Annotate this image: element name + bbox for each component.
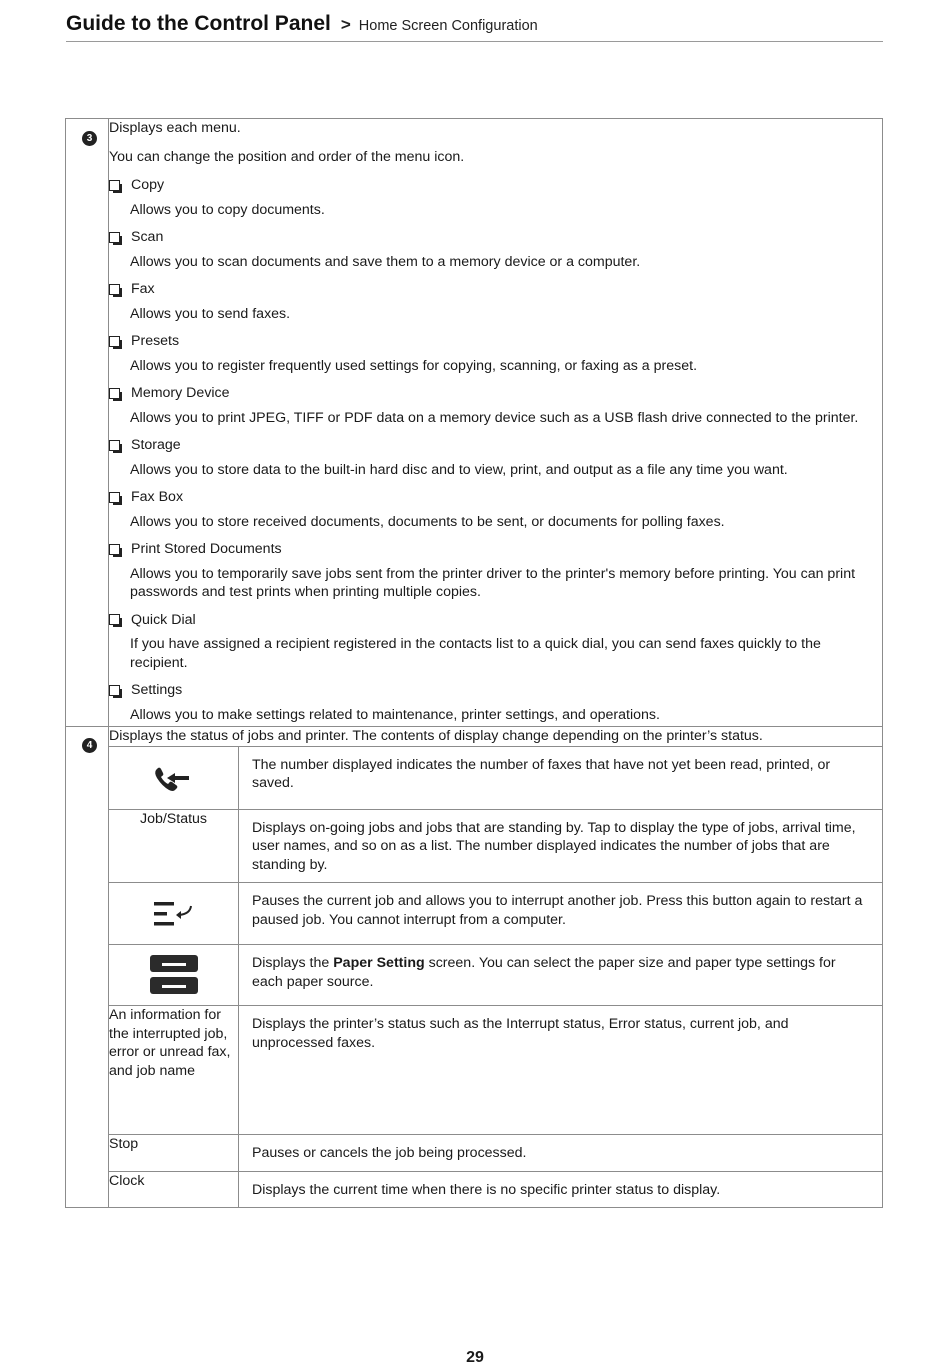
- header-subtitle: Home Screen Configuration: [358, 18, 538, 34]
- section-3-content: [109, 119, 883, 727]
- list-item: [109, 280, 882, 323]
- table-row: [109, 883, 882, 945]
- item-description: Allows you to register frequently used settings for copying, scanning, or faxing as a preset.: [130, 357, 698, 374]
- section-3-row: [66, 119, 883, 727]
- item-name: Settings: [131, 682, 183, 698]
- desc-text-post: screen. You can select the paper size and paper type settings for each paper source.: [252, 955, 836, 990]
- description-cell: Pauses or cancels the job being processed.: [239, 1135, 883, 1172]
- menu-items-list: [109, 176, 882, 724]
- item-name: Print Stored Documents: [131, 541, 282, 557]
- interrupt-job-icon: [152, 900, 196, 928]
- section-4-content: [109, 727, 883, 1208]
- table-row: [109, 1006, 882, 1135]
- checkbox-bullet-icon: [109, 284, 120, 295]
- status-items-table: [109, 746, 882, 1208]
- section-3-number-cell: [66, 119, 109, 727]
- list-item: [109, 436, 882, 479]
- list-item: [109, 332, 882, 375]
- desc-text-pre: Displays the: [252, 955, 334, 971]
- table-row: [109, 746, 882, 809]
- item-description: Allows you to scan documents and save them to a memory device or a computer.: [130, 253, 641, 270]
- table-row: [109, 1135, 882, 1172]
- section-3-intro-1: Displays each menu.: [109, 120, 241, 136]
- section-3-badge: 3: [82, 131, 97, 146]
- description-cell: Displays on-going jobs and jobs that are standing by. Tap to display the type of jobs, arrival time, user names, and so on as a list. The number displayed indicates the number of jobs that are standing by.: [239, 809, 883, 883]
- breadcrumb-separator: >: [340, 15, 351, 34]
- list-item: [109, 681, 882, 724]
- fax-incoming-icon: [153, 761, 195, 795]
- section-3-intro-2: You can change the position and order of the menu icon.: [109, 148, 465, 165]
- row-label: Job/Status: [109, 809, 239, 883]
- item-description: Allows you to temporarily save jobs sent from the printer driver to the printer's memory before printing. You can print passwords and test prints when printing multiple copies.: [130, 565, 856, 600]
- checkbox-bullet-icon: [109, 614, 120, 625]
- paper-trays-icon: [149, 954, 199, 996]
- list-item: [109, 488, 882, 531]
- icon-cell: [109, 945, 239, 1006]
- paper-setting-term: Paper Setting: [333, 955, 425, 971]
- description-cell: Displays the current time when there is no specific printer status to display.: [239, 1171, 883, 1207]
- list-item: [109, 384, 882, 427]
- item-name: Memory Device: [131, 385, 230, 401]
- icon-cell: [109, 746, 239, 809]
- item-description: Allows you to store received documents, documents to be sent, or documents for polling faxes.: [130, 513, 725, 530]
- item-description: Allows you to make settings related to maintenance, printer settings, and operations.: [130, 706, 660, 723]
- row-label: Stop: [109, 1135, 239, 1172]
- section-4-row: [66, 727, 883, 1208]
- list-item: [109, 611, 882, 673]
- item-name: Quick Dial: [131, 611, 196, 628]
- checkbox-bullet-icon: [109, 180, 120, 191]
- table-row: [109, 945, 882, 1006]
- checkbox-bullet-icon: [109, 336, 120, 347]
- section-4-number-cell: [66, 727, 109, 1208]
- icon-cell: [109, 883, 239, 945]
- list-item: [109, 540, 882, 602]
- item-name: Copy: [131, 177, 165, 193]
- checkbox-bullet-icon: [109, 388, 120, 399]
- item-description: If you have assigned a recipient registered in the contacts list to a quick dial, you can send faxes quickly to the recipient.: [130, 636, 821, 671]
- list-item: [109, 228, 882, 271]
- item-description: Allows you to print JPEG, TIFF or PDF data on a memory device such as a USB flash drive connected to the printer.: [130, 409, 859, 426]
- item-name: Fax: [131, 281, 155, 297]
- description-cell: The number displayed indicates the number of faxes that have not yet been read, printed, or saved.: [239, 746, 883, 809]
- checkbox-bullet-icon: [109, 440, 120, 451]
- item-description: Allows you to copy documents.: [130, 201, 325, 218]
- description-cell: Displays the printer’s status such as the Interrupt status, Error status, current job, and unprocessed faxes.: [239, 1006, 883, 1135]
- item-description: Allows you to send faxes.: [130, 305, 291, 322]
- header-title: Guide to the Control Panel: [66, 12, 331, 35]
- item-description: Allows you to store data to the built-in hard disc and to view, print, and output as a file any time you want.: [130, 461, 788, 478]
- item-name: Storage: [131, 437, 181, 453]
- table-row: [109, 809, 882, 883]
- table-row: [109, 1171, 882, 1207]
- checkbox-bullet-icon: [109, 232, 120, 243]
- description-cell: [239, 945, 883, 1006]
- item-name: Presets: [131, 333, 180, 349]
- checkbox-bullet-icon: [109, 544, 120, 555]
- list-item: [109, 176, 882, 219]
- item-name: Scan: [131, 229, 164, 245]
- section-4-badge: 4: [82, 738, 97, 753]
- checkbox-bullet-icon: [109, 685, 120, 696]
- row-label: An information for the interrupted job, error or unread fax, and job name: [109, 1006, 239, 1135]
- checkbox-bullet-icon: [109, 492, 120, 503]
- page-header: [66, 12, 883, 42]
- section-4-intro: Displays the status of jobs and printer. The contents of display change depending on the printer’s status.: [109, 728, 763, 744]
- row-label: Clock: [109, 1171, 239, 1207]
- page-number: 29: [466, 1349, 484, 1366]
- description-cell: Pauses the current job and allows you to interrupt another job. Press this button again to restart a paused job. You cannot interrupt from a computer.: [239, 883, 883, 945]
- control-panel-table: [65, 118, 883, 1208]
- item-name: Fax Box: [131, 489, 184, 505]
